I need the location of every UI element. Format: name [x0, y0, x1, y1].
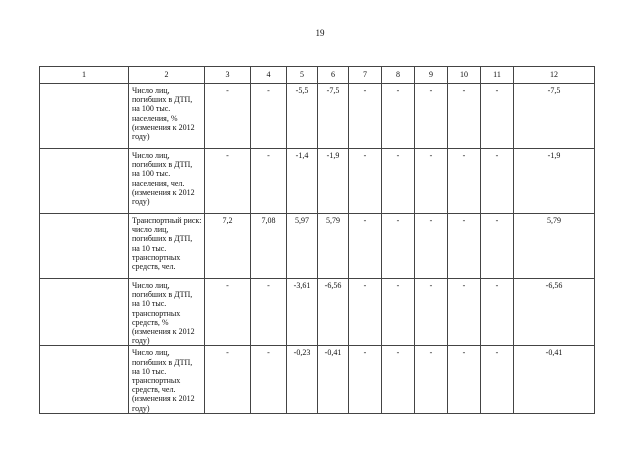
table-cell [40, 149, 129, 214]
table-cell: - [448, 214, 481, 279]
column-header: 6 [318, 67, 349, 84]
column-header: 2 [129, 67, 205, 84]
table-cell [40, 214, 129, 279]
table-cell: - [349, 84, 382, 149]
table-cell: - [448, 84, 481, 149]
table-cell: -7,5 [514, 84, 595, 149]
column-header: 12 [514, 67, 595, 84]
table-cell: -0,41 [318, 346, 349, 413]
column-header: 4 [251, 67, 287, 84]
table-cell: - [481, 214, 514, 279]
table-cell: - [415, 84, 448, 149]
table-cell: - [448, 149, 481, 214]
row-label: Число лиц, погибших в ДТП, на 100 тыс. населения, % (изменения к 2012 году) [129, 84, 205, 149]
table-cell: - [481, 346, 514, 413]
table-cell: - [205, 149, 251, 214]
column-header: 9 [415, 67, 448, 84]
column-header: 11 [481, 67, 514, 84]
table-cell: -7,5 [318, 84, 349, 149]
table-cell: - [382, 149, 415, 214]
table-cell: - [251, 279, 287, 346]
table-cell: -1,4 [287, 149, 318, 214]
table-cell: - [382, 214, 415, 279]
table-cell: - [481, 279, 514, 346]
table-cell: -1,9 [318, 149, 349, 214]
column-header: 7 [349, 67, 382, 84]
table-cell: - [251, 149, 287, 214]
table-cell [40, 346, 129, 413]
table-cell: -0,41 [514, 346, 595, 413]
table-cell: - [448, 346, 481, 413]
table-cell: 7,2 [205, 214, 251, 279]
table-cell: -1,9 [514, 149, 595, 214]
table-cell: -0,23 [287, 346, 318, 413]
table-cell: - [481, 149, 514, 214]
table-cell: -6,56 [514, 279, 595, 346]
table-cell: -6,56 [318, 279, 349, 346]
table-cell: - [382, 346, 415, 413]
table-cell: - [205, 346, 251, 413]
table-row [40, 214, 595, 279]
column-header: 8 [382, 67, 415, 84]
row-label: Число лиц, погибших в ДТП, на 10 тыс. транспортных средств, чел. (изменения к 2012 году) [129, 346, 205, 413]
table-cell [40, 279, 129, 346]
row-label: Число лиц, погибших в ДТП, на 100 тыс. населения, чел. (изменения к 2012 году) [129, 149, 205, 214]
table-cell: 7,08 [251, 214, 287, 279]
table-cell: - [382, 84, 415, 149]
table-header-row [40, 67, 595, 84]
table-cell: - [415, 346, 448, 413]
table-row [40, 279, 595, 346]
row-label: Число лиц, погибших в ДТП, на 10 тыс. транспортных средств, % (изменения к 2012 году) [129, 279, 205, 346]
column-header: 1 [40, 67, 129, 84]
table-cell: - [481, 84, 514, 149]
table-cell [40, 84, 129, 149]
table-cell: - [415, 149, 448, 214]
table-cell: - [349, 214, 382, 279]
table-cell: - [251, 84, 287, 149]
table-cell: - [415, 214, 448, 279]
table-cell: - [205, 84, 251, 149]
indicators-table [39, 66, 595, 414]
table-cell: - [349, 346, 382, 413]
column-header: 5 [287, 67, 318, 84]
table-row [40, 84, 595, 149]
table-row [40, 346, 595, 413]
table-cell: - [251, 346, 287, 413]
table-cell: -5,5 [287, 84, 318, 149]
table-cell: - [448, 279, 481, 346]
table-cell: - [349, 279, 382, 346]
table-cell: - [415, 279, 448, 346]
table-cell: 5,97 [287, 214, 318, 279]
page-number: 19 [315, 28, 325, 38]
column-header: 10 [448, 67, 481, 84]
table-cell: - [349, 149, 382, 214]
table-cell: 5,79 [514, 214, 595, 279]
table-cell: 5,79 [318, 214, 349, 279]
table-cell: -3,61 [287, 279, 318, 346]
table-cell: - [382, 279, 415, 346]
column-header: 3 [205, 67, 251, 84]
table-cell: - [205, 279, 251, 346]
table-row [40, 149, 595, 214]
row-label: Транспортный риск: число лиц, погибших в ДТП, на 10 тыс. транспортных средств, чел. [129, 214, 205, 279]
